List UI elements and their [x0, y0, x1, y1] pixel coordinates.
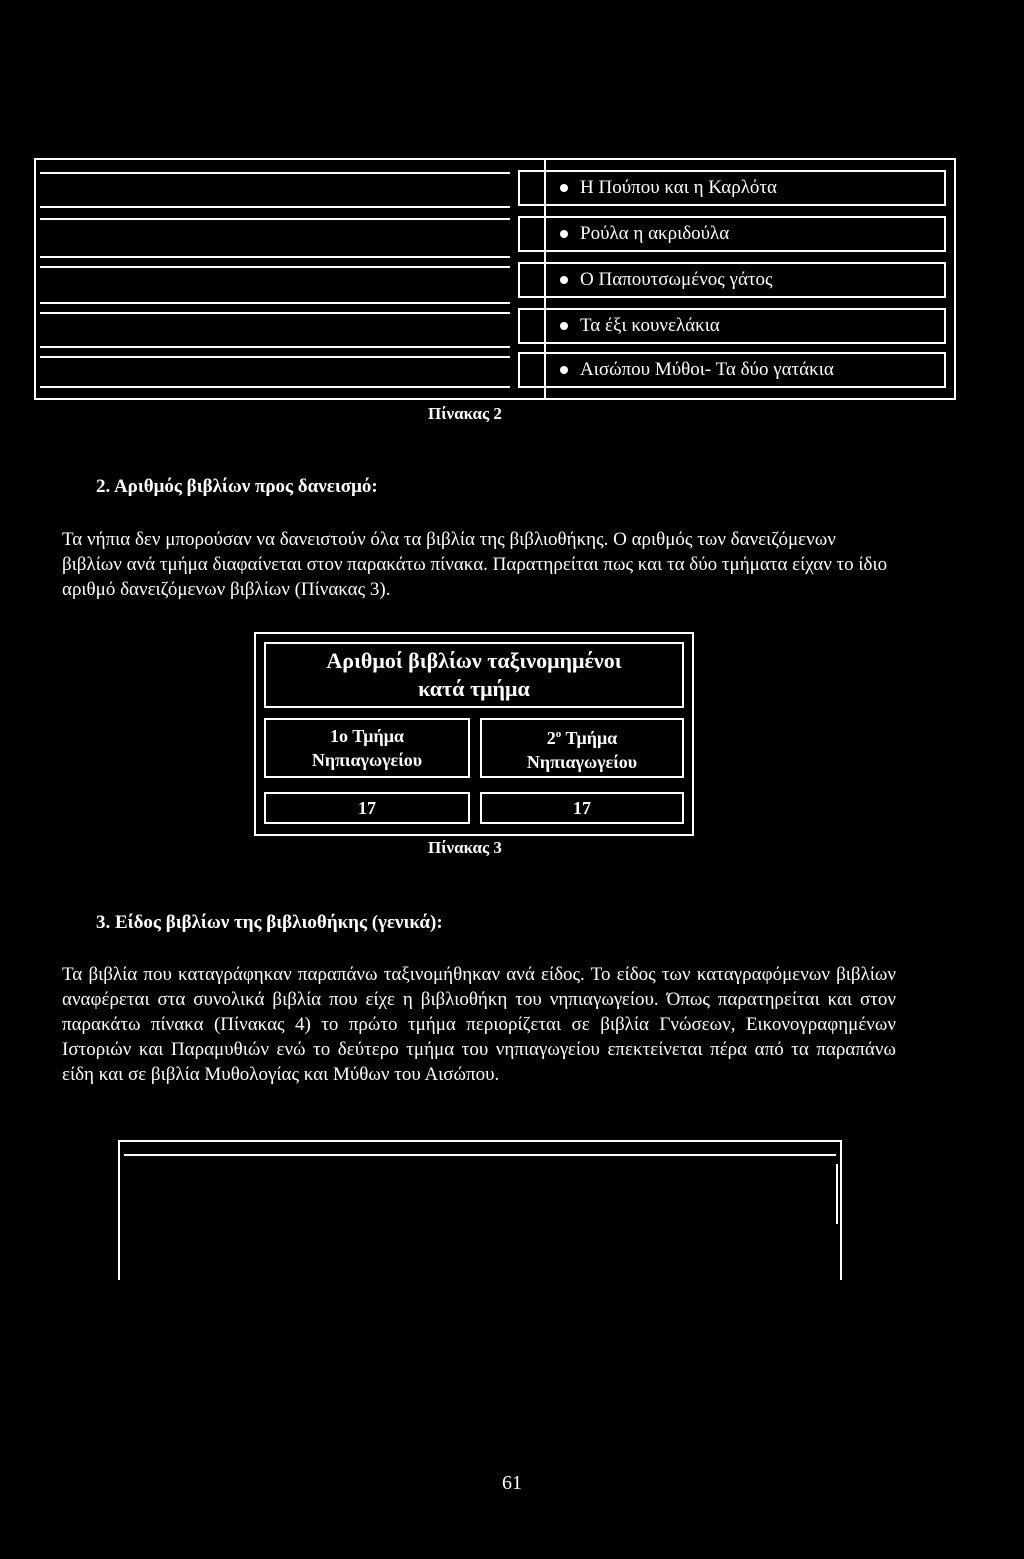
table-2-left-rule [40, 266, 510, 268]
table-2-left-rule [40, 302, 510, 304]
bullet-icon [560, 184, 568, 192]
table-3-value-class-2: 17 [480, 792, 684, 824]
book-title: Τα έξι κουνελάκια [580, 315, 720, 336]
ordinal-number: 2 [546, 728, 556, 748]
table-2-row [518, 308, 946, 344]
table-2-left-rule [40, 312, 510, 314]
header-line: 1ο Τμήμα [330, 726, 404, 746]
header-line: Νηπιαγωγείου [526, 752, 638, 772]
table-2-left-rule [40, 172, 510, 174]
header-line: Νηπιαγωγείου [311, 750, 423, 770]
header-line [547, 722, 617, 750]
bullet-icon [560, 230, 568, 238]
table-4-scan-edge [836, 1164, 838, 1224]
bullet-icon [560, 366, 568, 374]
table-3-title-line: Αριθμοί βιβλίων ταξινομημένοι [326, 648, 622, 673]
table-2-left-rule [40, 386, 510, 388]
section-3-heading: 3. Είδος βιβλίων της βιβλιοθήκης (γενικά): [96, 912, 443, 933]
header-word: Τμήμα [561, 728, 618, 748]
section-3-paragraph: Τα βιβλία που καταγράφηκαν παραπάνω ταξινομήθηκαν ανά είδος. Το είδος των καταγραφόμενων βιβλίων αναφέρεται στα συνολικά βιβλία που είχε η βιβλιοθήκη του νηπιαγωγείου. Όπως παρατηρείται και στον παρακάτω πίνακα (Πίνακας 4) το πρώτο τμήμα περιορίζεται σε βιβλία Γνώσεων, Εικονογραφημένων Ιστοριών και Παραμυθιών ενώ το δεύτερο τμήμα του νηπιαγωγείου επεκτείνεται πέρα από τα παραπάνω είδη και σε βιβλία Μυθολογίας και Μύθων του Αισώπου. [62, 964, 896, 1085]
section-2-paragraph: Τα νήπια δεν μπορούσαν να δανειστούν όλα τα βιβλία της βιβλιοθήκης. Ο αριθμός των δανειζόμενων βιβλίων ανά τμήμα διαφαίνεται στον παρακάτω πίνακα. Παρατηρείται πως και τα δύο τμήματα είχαν το ίδιο αριθμό δανειζόμενων βιβλίων (Πίνακας 3). [62, 529, 888, 600]
table-3-caption: Πίνακας 3 [428, 838, 502, 857]
page-number: 61 [502, 1472, 522, 1494]
book-title: Αισώπου Μύθοι- Τα δύο γατάκια [580, 359, 834, 380]
table-4 [118, 1140, 842, 1280]
table-2-left-rule [40, 206, 510, 208]
table-2-left-rule [40, 356, 510, 358]
book-title: Ρούλα η ακριδούλα [580, 223, 730, 244]
bullet-icon [560, 276, 568, 284]
table-2-left-rule [40, 346, 510, 348]
table-3-value-class-1: 17 [264, 792, 470, 824]
section-2-heading: 2. Αριθμός βιβλίων προς δανεισμό: [96, 476, 378, 497]
table-2-left-rule [40, 256, 510, 258]
table-2-row [518, 262, 946, 298]
table-2-row [518, 170, 946, 206]
table-2-caption: Πίνακας 2 [428, 404, 502, 423]
table-3-title [264, 642, 684, 708]
table-3-header-class-1 [264, 718, 470, 778]
table-3-title-line: κατά τμήμα [418, 676, 530, 701]
bullet-icon [560, 322, 568, 330]
book-title: Η Πούπου και η Καρλότα [580, 177, 778, 198]
table-2-row [518, 352, 946, 388]
table-2-row [518, 216, 946, 252]
ordinal-suffix: ο [555, 728, 562, 740]
book-title: Ο Παπουτσωμένος γάτος [580, 269, 773, 290]
table-2-left-rule [40, 218, 510, 220]
table-3-header-class-2 [480, 718, 684, 778]
table-4-inner-rule [124, 1154, 836, 1156]
